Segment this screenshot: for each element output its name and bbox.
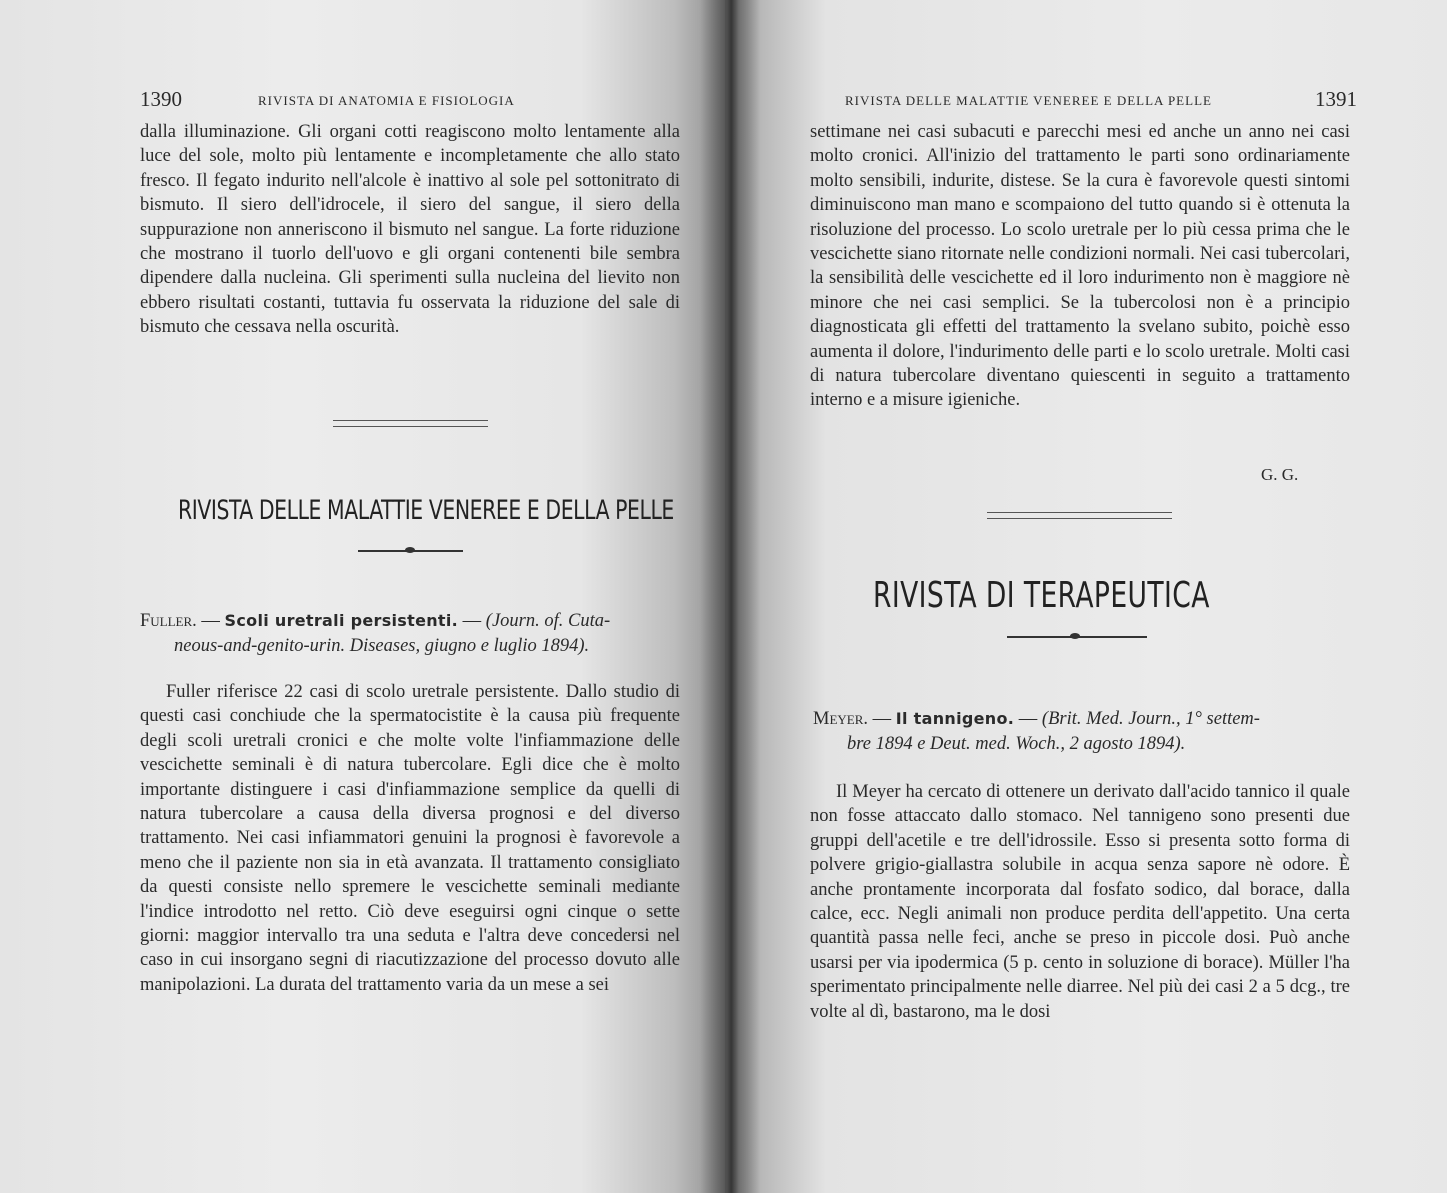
section-title: RIVISTA DELLE MALATTIE VENEREE E DELLA PELLE bbox=[178, 495, 674, 526]
continuation-paragraph: settimane nei casi subacuti e parecchi mesi ed anche un anno nei casi molto cronici. All'inizio del trattamento le parti sono ordinariamente molto sensibili, indurite, distese. Se la cura è favorevole questi sintomi diminuiscono man mano e scompaiono del tutto quando si è ottenuta la risoluzione del processo. Lo scolo uretrale per lo più cessa prima che le vescichette siano ritornate nelle condizioni normali. Nei casi tubercolari, la sensibilità delle vescichette ed il loro indurimento non è maggiore nè minore che nei casi semplici. Se la tubercolosi non è a principio diagnosticata gli effetti del trattamento la svelano subito, poichè esso aumenta il dolore, l'indurimento delle parti e lo scolo uretrale. Molti casi di natura tubercolare diventano quiescenti in seguito a trattamento interno e a misure igieniche. bbox=[810, 122, 1350, 411]
running-title: RIVISTA DELLE MALATTIE VENEREE E DELLA PELLE bbox=[845, 93, 1212, 108]
article-author: Meyer. bbox=[813, 709, 869, 729]
page-number: 1391 bbox=[1315, 87, 1357, 111]
opening-paragraph: dalla illuminazione. Gli organi cotti reagiscono molto lentamente alla luce del sole, molto più lentamente e incompletamente che allo stato fresco. Il fegato indurito nell'alcole è inattivo al sole pel sottonitrato di bismuto. Il siero dell'idrocele, il siero del sangue, il siero della suppurazione non anneriscono il bismuto nel sangue. La forte riduzione che mostrano il tuorlo dell'uovo e gli organi contenenti bile sembra dipendere dalla nucleina. Gli sperimenti sulla nucleina del lievito non ebbero risultati costanti, tuttavia fu osservata la riduzione del sale di bismuto che cessava nella oscurità. bbox=[140, 122, 680, 338]
article-source-line1: (Brit. Med. Journ., 1° settem- bbox=[1041, 709, 1260, 729]
ornament-divider bbox=[1007, 636, 1147, 638]
article-citation: Fuller. — Scoli uretrali persistenti. — (Journ. of. Cuta- neous-and-genito-urin. Diseases, giugno e luglio 1894). bbox=[140, 611, 611, 656]
article-citation: Meyer. — Il tannigeno. — (Brit. Med. Journ., 1° settem- bre 1894 e Deut. med. Woch., 2 agosto 1894). bbox=[813, 709, 1260, 754]
article-title: Il tannigeno. bbox=[895, 709, 1015, 728]
article-body-block bbox=[810, 780, 1350, 1024]
article-source-line2: neous-and-genito-urin. Diseases, giugno e luglio 1894). bbox=[174, 636, 590, 656]
right-page bbox=[725, 0, 1447, 1193]
opening-paragraph-block bbox=[140, 120, 680, 340]
article-title: Scoli uretrali persistenti. bbox=[224, 611, 459, 630]
section-divider bbox=[987, 512, 1172, 519]
running-title: RIVISTA DI ANATOMIA E FISIOLOGIA bbox=[258, 93, 515, 108]
ornament-divider bbox=[358, 550, 463, 552]
article-source-line2: bre 1894 e Deut. med. Woch., 2 agosto 1894). bbox=[847, 734, 1186, 754]
article-body: Il Meyer ha cercato di ottenere un derivato dall'acido tannico il quale non fosse attaccato dallo stomaco. Nel tannigeno sono presenti due gruppi dell'acetile e tre dell'idrossile. Esso si presenta sotto forma di polvere grigio-giallastra solubile in acqua senza sapore nè odore. È anche prontamente incorporata dal fosfato sodico, dal borace, dalla calce, ecc. Negli animali non produce perdita dell'appetito. Una certa quantità passa nelle feci, anche se preso in piccole dosi. Può anche usarsi per via ipodermica (5 p. cento in soluzione di borace). Müller l'ha sperimentato principalmente nelle diarree. Nel più dei casi 2 a 5 dcg., tre volte al dì, bastarono, ma le dosi bbox=[810, 782, 1350, 1022]
book-gutter bbox=[700, 0, 760, 1193]
section-title: RIVISTA DI TERAPEUTICA bbox=[873, 575, 1210, 616]
page-number: 1390 bbox=[140, 87, 182, 111]
article-source-line1: (Journ. of. Cuta- bbox=[485, 611, 611, 631]
article-body: Fuller riferisce 22 casi di scolo uretrale persistente. Dallo studio di questi casi conchiude che la spermatocistite è la causa più frequente degli scoli uretrali cronici e che molte volte l'infiammazione delle vescichette seminali è di natura tubercolare. Egli dice che è molto importante distinguere i casi d'infiammazione semplice da quelli di natura tubercolare a causa della diversa prognosi e del diverso trattamento. Nei casi infiammatori genuini la prognosi è favorevole a meno che il paziente non sia in età avanzata. Il trattamento consigliato da questi consiste nello spremere le vescichette seminali mediante l'indice introdotto nel retto. Ciò deve eseguirsi ogni cinque o sette giorni: maggior intervallo tra una seduta e l'altra deve concedersi nel caso in cui insorgano segni di riacutizzazione del processo dovuto alle manipolazioni. La durata del trattamento varia da un mese a sei bbox=[140, 682, 680, 995]
article-author: Fuller. bbox=[140, 611, 197, 631]
signature: G. G. bbox=[1261, 465, 1299, 484]
section-divider bbox=[333, 420, 488, 427]
continuation-block bbox=[810, 120, 1350, 413]
article-body-block bbox=[140, 680, 680, 997]
